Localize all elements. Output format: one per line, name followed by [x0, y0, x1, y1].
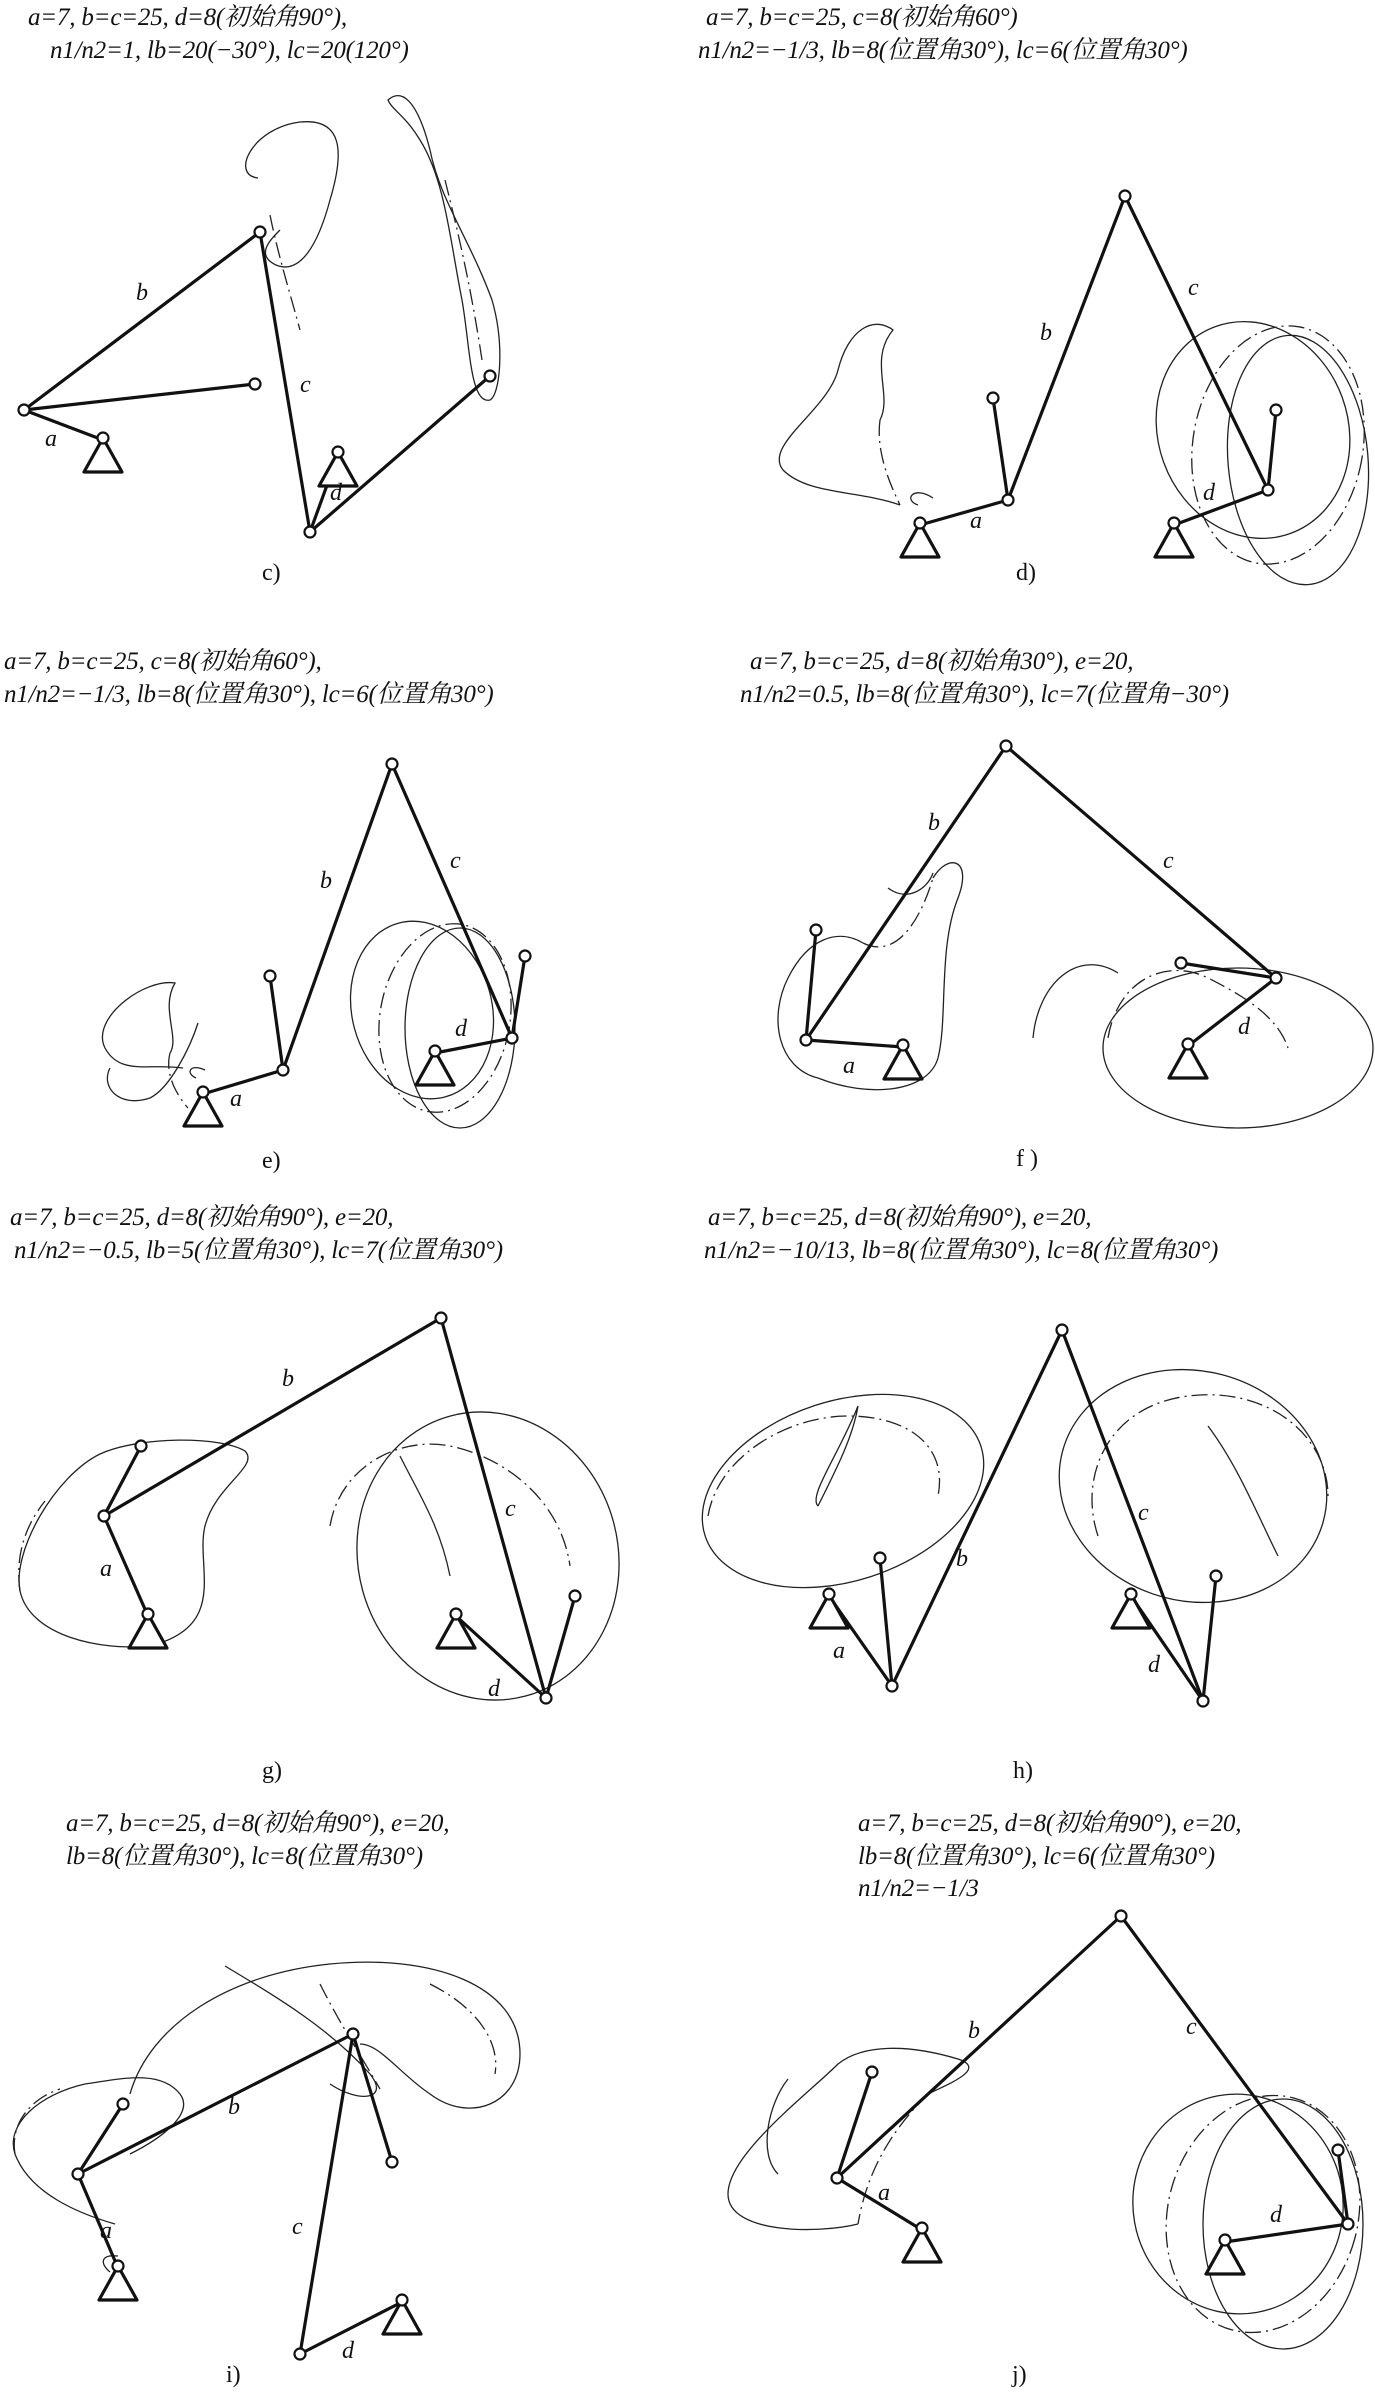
- panel-i: [0, 1794, 687, 2392]
- link-a: [24, 410, 103, 440]
- link-c: [1062, 1330, 1203, 1701]
- joint: [397, 2295, 408, 2306]
- link-b: [104, 1318, 441, 1516]
- link-label-a: a: [100, 2218, 112, 2244]
- parameter-line-3: n1/n2=−1/3: [858, 1875, 979, 1902]
- link-d: [1174, 490, 1268, 525]
- parameter-line-2: n1/n2=−1/3, lb=8(位置角30°), lc=6(位置角30°): [4, 680, 494, 708]
- panel-caption: c): [262, 560, 281, 586]
- coupler-curve: [107, 1023, 198, 1101]
- coupler-curve-dash: [858, 2094, 928, 2224]
- coupler-curve: [1126, 294, 1375, 566]
- joint: [1271, 405, 1282, 416]
- link-label-c: c: [300, 372, 311, 398]
- panel-caption: h): [1013, 1758, 1033, 1784]
- link-label-a: a: [45, 426, 57, 452]
- link-a: [78, 2174, 118, 2268]
- panel-caption: g): [262, 1758, 282, 1784]
- link-b: [24, 232, 260, 410]
- joint: [430, 1046, 441, 1057]
- parameter-line-2: lb=8(位置角30°), lc=8(位置角30°): [66, 1842, 423, 1870]
- mechanism-diagram: [0, 1196, 687, 1794]
- panel-caption: e): [262, 1148, 281, 1174]
- joint: [19, 405, 30, 416]
- joint: [1183, 1039, 1194, 1050]
- coupler-curve: [102, 983, 183, 1068]
- joint: [1120, 191, 1131, 202]
- coupler-curve: [19, 1440, 248, 1647]
- link-label-d: d: [1148, 1652, 1160, 1678]
- joint: [887, 1681, 898, 1692]
- coupler-curve: [400, 1456, 450, 1576]
- parameter-line-1: a=7, b=c=25, d=8(初始角90°),: [28, 4, 347, 31]
- joint: [436, 1313, 447, 1324]
- link-a-arm: [880, 1558, 892, 1686]
- coupler-curve: [1033, 965, 1118, 1038]
- link-label-c: c: [292, 2214, 303, 2240]
- parameter-line-1: a=7, b=c=25, d=8(初始角90°), e=20,: [708, 1204, 1092, 1231]
- joint: [541, 1693, 552, 1704]
- link-label-d: d: [488, 1676, 500, 1702]
- joint: [520, 951, 531, 962]
- link-b: [892, 1330, 1062, 1686]
- link-d: [1225, 2224, 1348, 2242]
- joint: [1116, 1911, 1127, 1922]
- parameter-line-1: a=7, b=c=25, c=8(初始角60°): [706, 4, 1018, 31]
- joint: [1343, 2219, 1354, 2230]
- link-b: [837, 1916, 1121, 2178]
- parameter-line-2: n1/n2=−1/3, lb=8(位置角30°), lc=6(位置角30°): [698, 36, 1188, 64]
- link-a: [806, 1040, 903, 1047]
- joint: [1333, 2145, 1344, 2156]
- joint: [1003, 495, 1014, 506]
- mechanism-diagram: [688, 1196, 1375, 1794]
- panel-caption: j): [1012, 2362, 1027, 2388]
- link-b: [806, 746, 1006, 1040]
- joint: [255, 227, 266, 238]
- link-label-b: b: [320, 868, 332, 894]
- parameter-line-2: n1/n2=−10/13, lb=8(位置角30°), lc=8(位置角30°): [704, 1236, 1219, 1264]
- link-label-c: c: [505, 1496, 516, 1522]
- joint: [1198, 1696, 1209, 1707]
- joint: [917, 2223, 928, 2234]
- link-label-b: b: [282, 1366, 294, 1392]
- link-c: [1125, 196, 1268, 490]
- link-c: [392, 764, 512, 1038]
- joint: [1057, 1325, 1068, 1336]
- parameter-line-1: a=7, b=c=25, c=8(初始角60°),: [4, 648, 322, 675]
- coupler-curve: [246, 122, 339, 267]
- panel-d: [688, 0, 1375, 598]
- panel-j: [688, 1794, 1375, 2392]
- panel-h: [688, 1196, 1375, 1794]
- link-label-d: d: [1203, 480, 1215, 506]
- parameter-line-1: a=7, b=c=25, d=8(初始角90°), e=20,: [858, 1810, 1242, 1837]
- link-c: [1006, 746, 1276, 978]
- link-label-c: c: [1138, 1500, 1149, 1526]
- link-c-arm: [546, 1596, 575, 1698]
- coupler-curve: [1208, 1426, 1278, 1556]
- link-b: [1008, 196, 1125, 500]
- link-label-b: b: [136, 280, 148, 306]
- link-label-a: a: [843, 1053, 855, 1079]
- link-c: [300, 2034, 353, 2354]
- joint: [867, 2067, 878, 2078]
- joint: [73, 2169, 84, 2180]
- joint: [485, 371, 496, 382]
- link-a: [203, 1070, 283, 1094]
- joint: [295, 2349, 306, 2360]
- joint: [348, 2029, 359, 2040]
- link-label-c: c: [1188, 275, 1199, 301]
- coupler-curve-dash: [330, 1444, 570, 1566]
- link-b-arm: [270, 976, 283, 1070]
- joint: [1211, 1571, 1222, 1582]
- link-label-b: b: [956, 1546, 968, 1572]
- panel-c: [0, 0, 687, 598]
- joint: [915, 518, 926, 529]
- link-label-d: d: [330, 480, 342, 506]
- link-label-a: a: [970, 508, 982, 534]
- joint: [801, 1035, 812, 1046]
- mechanism-diagram: [688, 0, 1375, 598]
- joint: [99, 1511, 110, 1522]
- link-label-a: a: [230, 1086, 242, 1112]
- link-a: [920, 500, 1008, 525]
- link-c-arm: [1268, 410, 1276, 490]
- link-label-d: d: [342, 2338, 354, 2364]
- joint: [98, 433, 109, 444]
- mechanism-diagram: [0, 0, 687, 598]
- coupler-curve: [130, 1962, 520, 2108]
- panel-e: [0, 598, 687, 1196]
- link-label-d: d: [1270, 2202, 1282, 2228]
- joint: [811, 925, 822, 936]
- link-c-arm: [512, 956, 525, 1038]
- joint: [875, 1553, 886, 1564]
- link-label-b: b: [968, 2018, 980, 2044]
- coupler-curve: [388, 96, 500, 401]
- joint: [143, 1609, 154, 1620]
- coupler-curve: [1217, 329, 1375, 590]
- coupler-curve: [818, 863, 963, 1090]
- joint: [387, 2157, 398, 2168]
- link-label-d: d: [455, 1016, 467, 1042]
- link-label-b: b: [928, 810, 940, 836]
- link-label-a: a: [100, 1556, 112, 1582]
- link-b: [283, 764, 392, 1070]
- link-b-extension: [24, 384, 255, 410]
- mechanism-diagram: [0, 1794, 687, 2392]
- parameter-line-2: lb=8(位置角30°), lc=6(位置角30°): [858, 1842, 1215, 1870]
- link-c: [1121, 1916, 1348, 2224]
- link-label-a: a: [833, 1638, 845, 1664]
- link-d: [435, 1038, 512, 1053]
- joint: [113, 2261, 124, 2272]
- link-b-arm: [806, 930, 816, 1040]
- coupler-curve: [816, 1406, 858, 1506]
- panel-caption: i): [226, 2362, 241, 2388]
- mechanism-diagram: [0, 598, 687, 1196]
- panel-caption: f ): [1016, 1146, 1038, 1172]
- joint: [333, 447, 344, 458]
- panel-g: [0, 1196, 687, 1794]
- joint: [1001, 741, 1012, 752]
- link-label-b: b: [228, 2094, 240, 2120]
- joint: [1220, 2235, 1231, 2246]
- joint: [136, 1441, 147, 1452]
- link-label-c: c: [1186, 2014, 1197, 2040]
- link-label-b: b: [1040, 320, 1052, 346]
- link-c-arm: [353, 2034, 392, 2162]
- coupler-curve: [911, 493, 933, 505]
- panel-caption: d): [1016, 560, 1036, 586]
- mechanism-diagram: [688, 598, 1375, 1196]
- joint: [265, 971, 276, 982]
- coupler-curve: [779, 324, 900, 505]
- parameter-line-2: n1/n2=0.5, lb=8(位置角30°), lc=7(位置角−30°): [740, 680, 1229, 708]
- joint: [118, 2099, 129, 2110]
- link-label-d: d: [1238, 1014, 1250, 1040]
- parameter-line-1: a=7, b=c=25, d=8(初始角90°), e=20,: [10, 1204, 394, 1231]
- joint: [278, 1065, 289, 1076]
- joint: [1271, 973, 1282, 984]
- panel-f: [688, 598, 1375, 1196]
- joint: [1263, 485, 1274, 496]
- joint: [1169, 518, 1180, 529]
- joint: [250, 379, 261, 390]
- coupler-curve: [688, 1361, 1009, 1622]
- parameter-line-2: n1/n2=1, lb=20(−30°), lc=20(120°): [50, 36, 409, 64]
- joint: [198, 1087, 209, 1098]
- joint: [988, 393, 999, 404]
- coupler-curve: [1115, 2077, 1360, 2330]
- joint: [1126, 1589, 1137, 1600]
- joint: [451, 1609, 462, 1620]
- joint: [507, 1033, 518, 1044]
- parameter-line-1: a=7, b=c=25, d=8(初始角90°), e=20,: [66, 1810, 450, 1837]
- link-c-arm: [1203, 1576, 1216, 1701]
- joint: [387, 759, 398, 770]
- coupler-curve-dash: [169, 1053, 188, 1108]
- coupler-curve-dash: [708, 1416, 940, 1516]
- coupler-curve: [1103, 968, 1373, 1128]
- coupler-curve-dash: [430, 1984, 496, 2074]
- parameter-line-2: n1/n2=−0.5, lb=5(位置角30°), lc=7(位置角30°): [14, 1236, 503, 1264]
- coupler-curve-dash: [364, 913, 525, 1123]
- coupler-curve: [190, 1068, 205, 1078]
- link-d: [456, 1616, 546, 1698]
- link-label-a: a: [878, 2180, 890, 2206]
- link-label-c: c: [450, 848, 461, 874]
- link-label-c: c: [1163, 848, 1174, 874]
- joint: [832, 2173, 843, 2184]
- coupler-curve-dash: [879, 420, 900, 505]
- mechanism-diagram: [688, 1794, 1375, 2392]
- coupler-curve-dash: [445, 180, 482, 360]
- link-b-arm: [993, 398, 1008, 500]
- joint: [570, 1591, 581, 1602]
- joint: [824, 1589, 835, 1600]
- joint: [305, 527, 316, 538]
- joint: [1176, 958, 1187, 969]
- parameter-line-1: a=7, b=c=25, d=8(初始角30°), e=20,: [750, 648, 1134, 675]
- joint: [898, 1040, 909, 1051]
